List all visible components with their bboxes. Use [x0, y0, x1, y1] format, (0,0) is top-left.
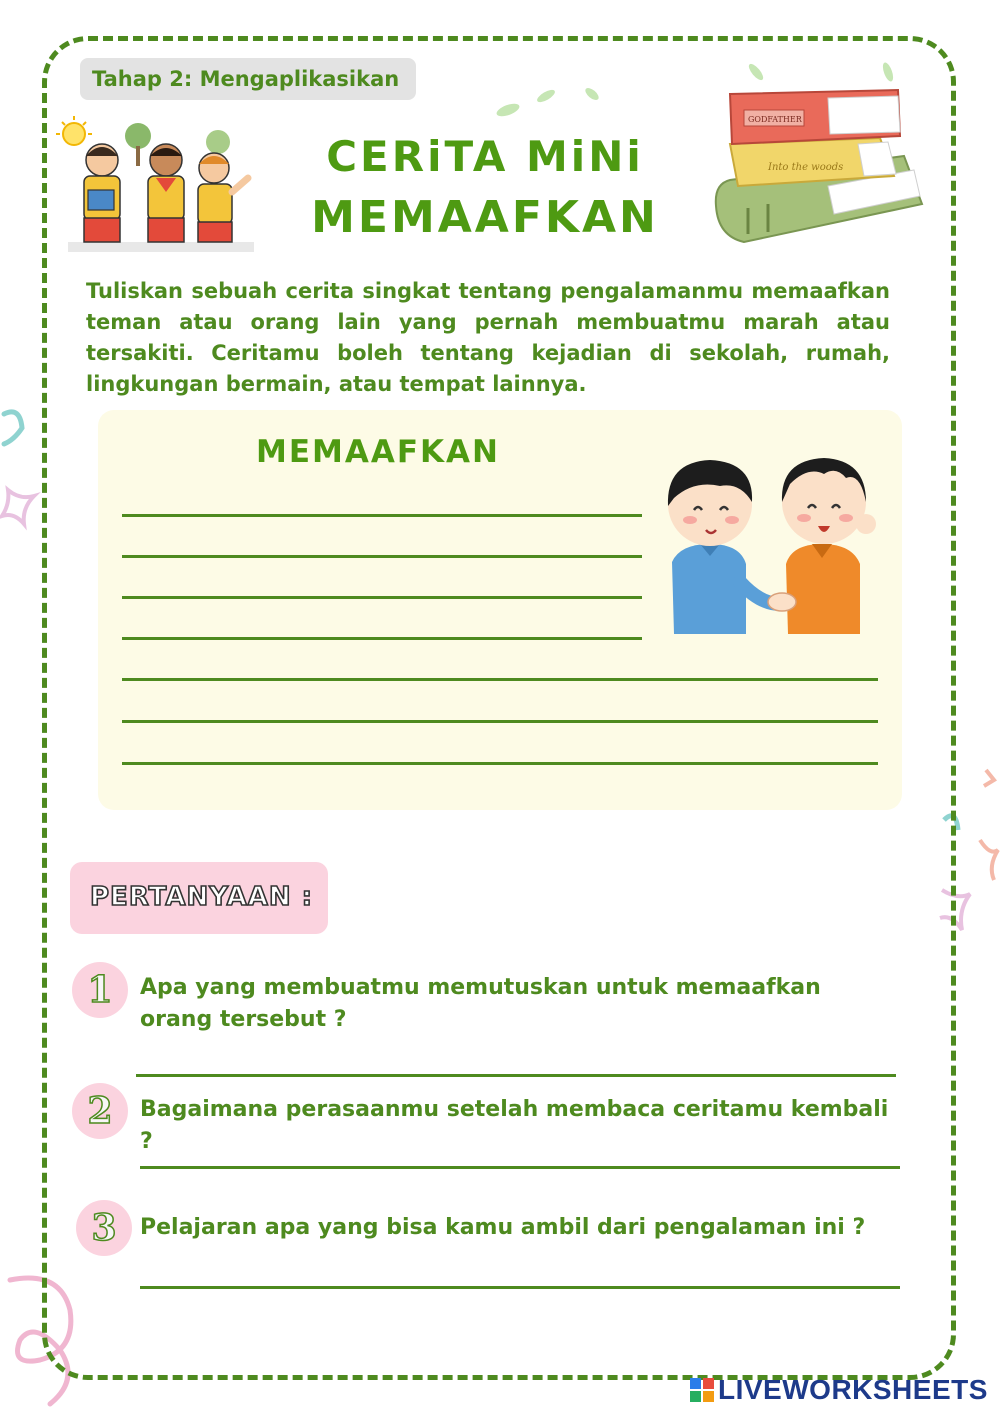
title-line-1: CERiTA MiNi	[326, 132, 644, 181]
page-title	[300, 128, 670, 250]
story-answer-line-7[interactable]	[122, 762, 878, 765]
books-illustration	[708, 58, 928, 250]
question-1-answer-line[interactable]	[136, 1074, 896, 1077]
svg-text:Into the woods: Into the woods	[768, 162, 844, 173]
story-answer-line-2[interactable]	[122, 555, 642, 558]
liveworksheets-brand[interactable]	[690, 1372, 988, 1408]
story-box-title: MEMAAFKAN	[256, 434, 500, 470]
instructions-paragraph: Tuliskan sebuah cerita singkat tentang pengalamanmu memaafkan teman atau orang lain yang pernah membuatmu marah atau tersakiti. Ceritamu boleh tentang kejadian di sekolah, rumah, lingkungan bermain, atau tempat lainnya.	[86, 279, 890, 396]
svg-text:GODFATHER: GODFATHER	[748, 115, 802, 124]
question-3-text: Pelajaran apa yang bisa kamu ambil dari pengalaman ini ?	[140, 1215, 866, 1240]
story-answer-line-5[interactable]	[122, 678, 878, 681]
questions-heading: PERTANYAAN :	[90, 882, 314, 912]
question-3-answer-line[interactable]	[140, 1286, 900, 1289]
story-answer-line-4[interactable]	[122, 637, 642, 640]
scouts-illustration	[48, 112, 254, 258]
title-line-2: MEMAAFKAN	[311, 192, 659, 243]
story-answer-line-6[interactable]	[122, 720, 878, 723]
question-2-answer-line[interactable]	[140, 1166, 900, 1169]
stage-label: Tahap 2: Mengaplikasikan	[80, 58, 416, 100]
handshake-illustration	[660, 452, 874, 638]
question-1-number-badge: 1	[72, 962, 128, 1018]
leaf-decorations	[488, 70, 628, 120]
question-2-text: Bagaimana perasaanmu setelah membaca ceritamu kembali ?	[140, 1097, 889, 1154]
brand-name: LIVEWORKSHEETS	[718, 1374, 988, 1405]
story-answer-line-3[interactable]	[122, 596, 642, 599]
story-answer-line-1[interactable]	[122, 514, 642, 517]
question-3-number-badge: 3	[76, 1200, 132, 1256]
question-2-number-badge: 2	[72, 1083, 128, 1139]
question-1-text: Apa yang membuatmu memutuskan untuk memaafkan orang tersebut ?	[140, 975, 821, 1032]
liveworksheets-logo-icon	[690, 1378, 714, 1402]
